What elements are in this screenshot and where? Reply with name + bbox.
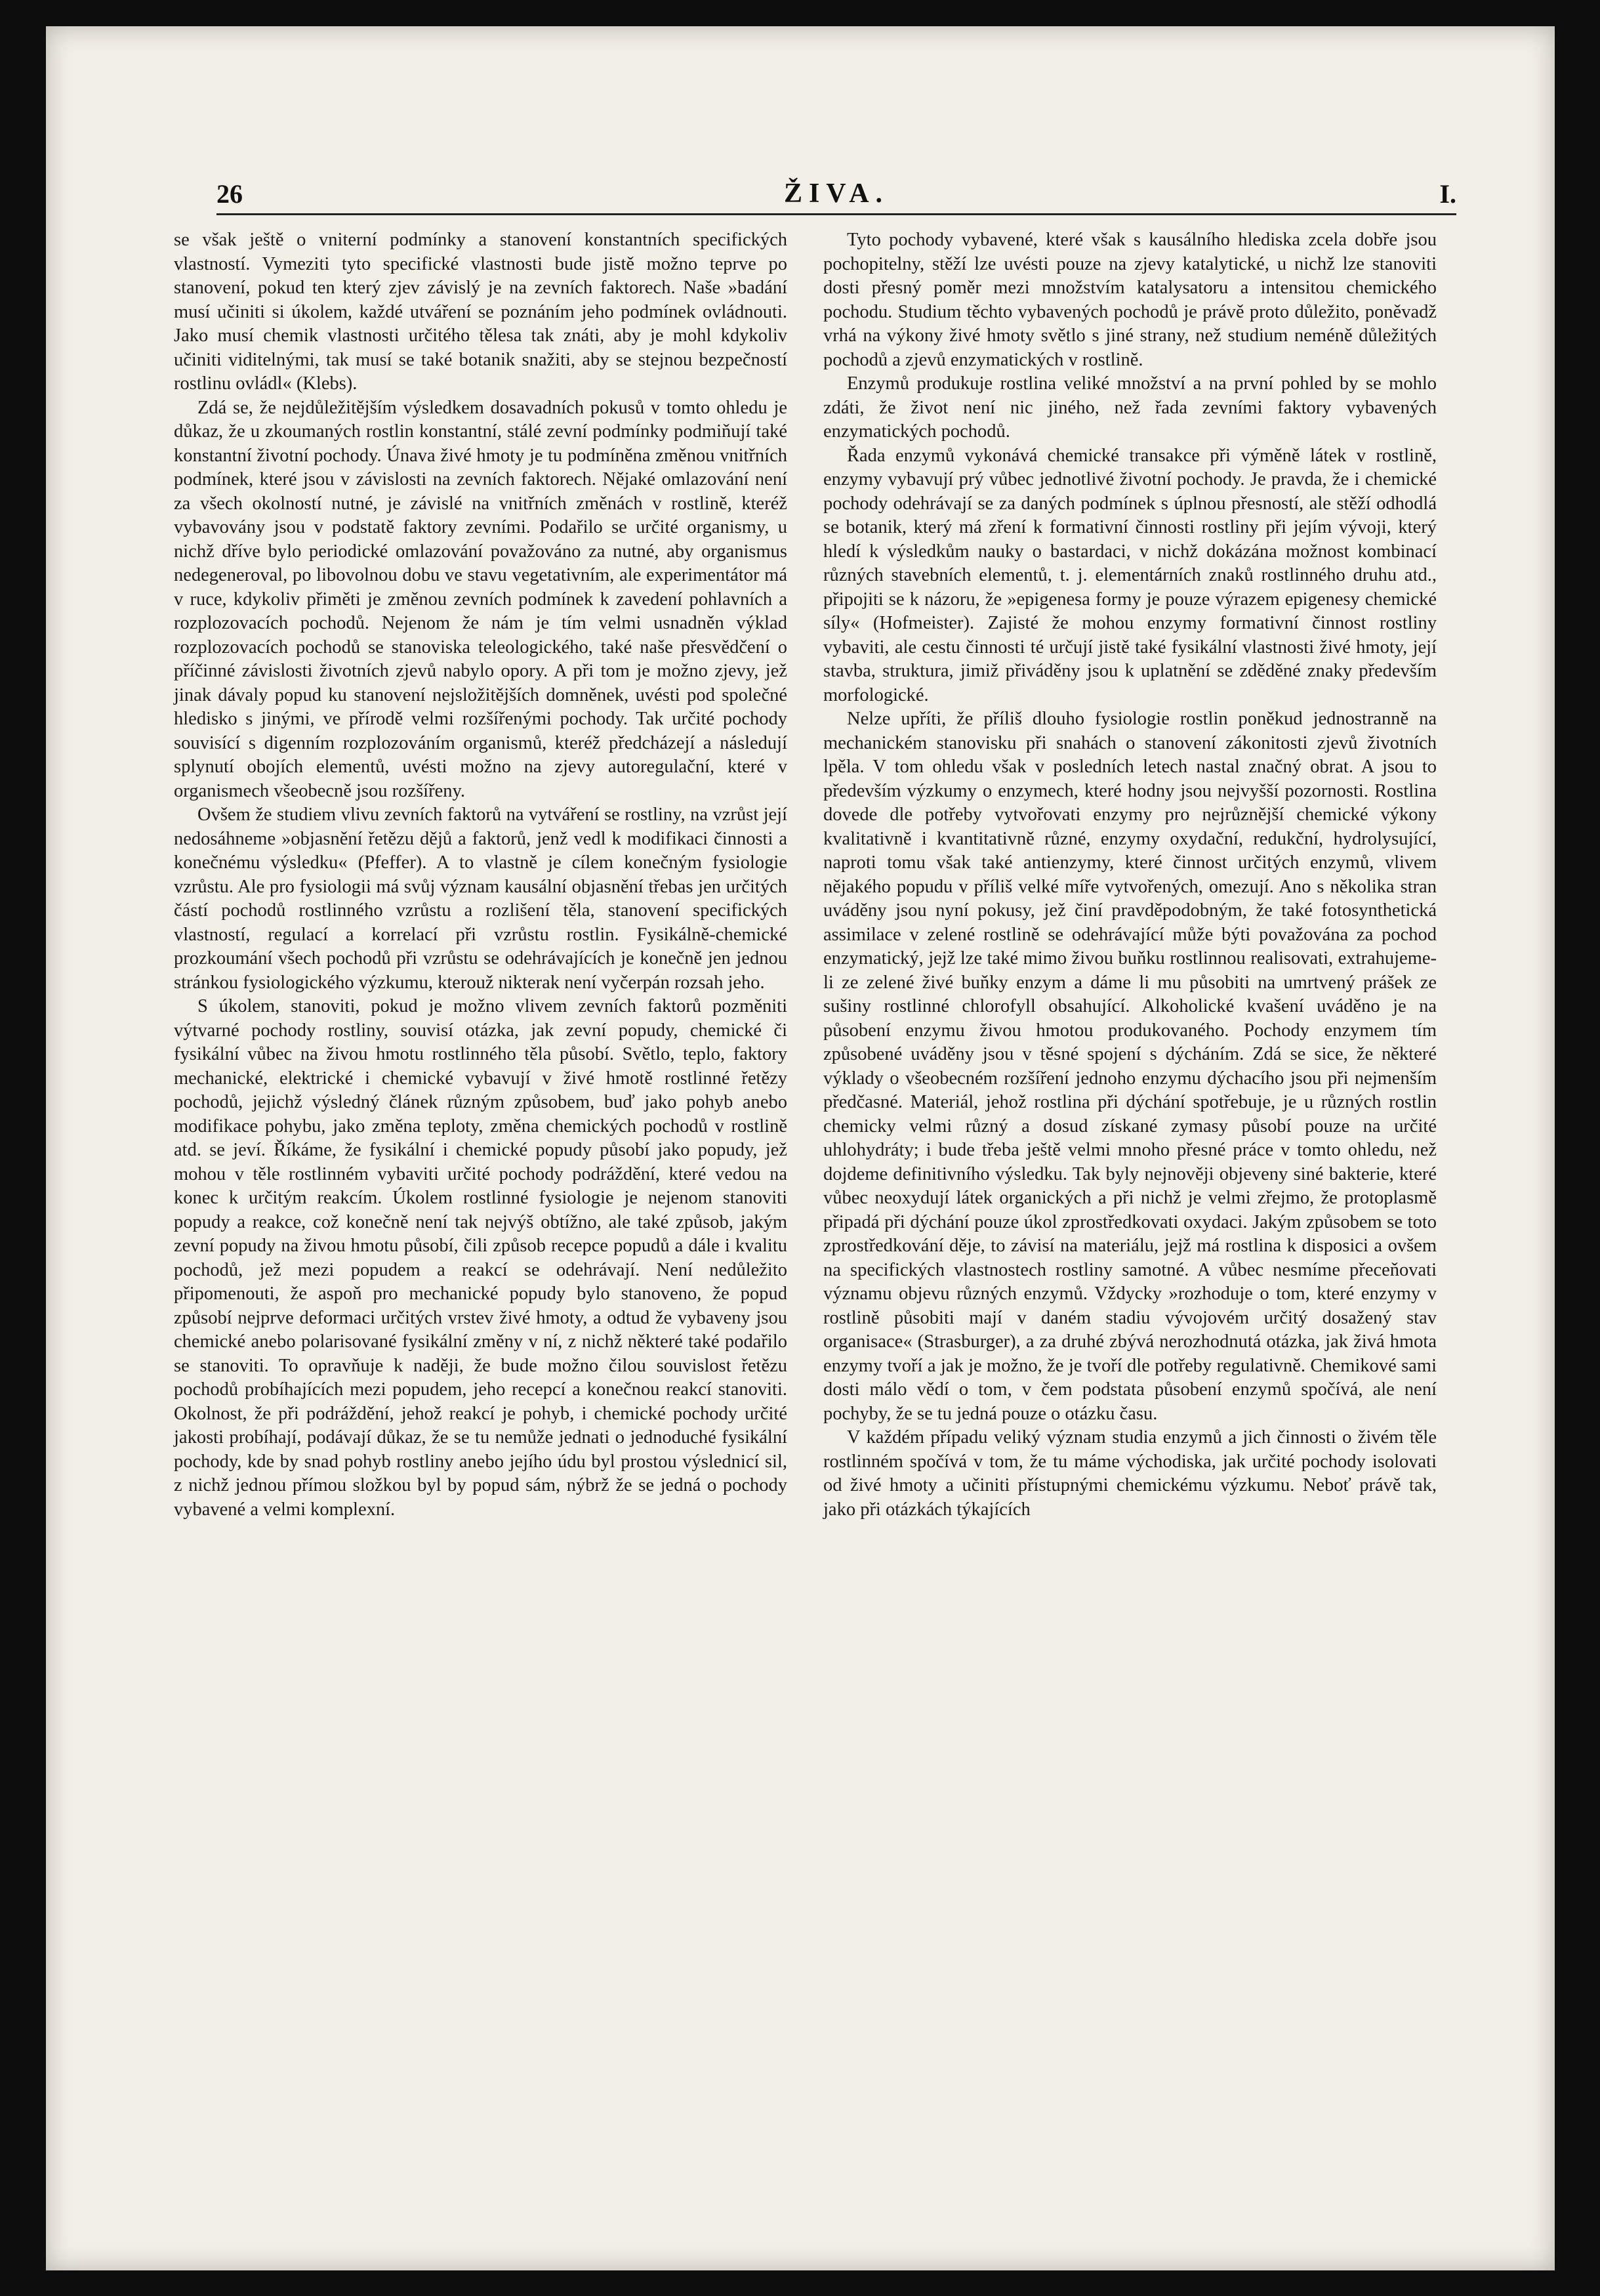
page-number: 26	[216, 179, 243, 209]
paragraph: se však ještě o vniterní podmínky a stanovení konstantních specifických vlastností. Vymeziti tyto specifické vlastnosti bude jistě možno teprve po stanovení, pokud ten který zjev závislý je na zevních faktorech. Naše »badání musí učiniti si úkolem, každé utváření se poznáním jeho podmínek ovládnouti. Jako musí chemik vlastnosti určitého tělesa tak znáti, aby je mohl kdykoliv učiniti viditelnými, tak musí se také botanik snažiti, aby se stejnou bezpečností rostlinu ovládl« (Klebs).	[174, 230, 787, 394]
journal-title: ŽIVA.	[783, 178, 890, 209]
paragraph: Zdá se, že nejdůležitějším výsledkem dosavadních pokusů v tomto ohledu je důkaz, že u zkoumaných rostlin konstantní, stálé zevní podmínky podmiňují také konstantní životní pochody. Únava živé hmoty je tu podmíněna změnou vnitřních podmínek, které jsou v závislosti na zevních faktorech. Nějaké omlazování není za všech okolností nutné, je závislé na vnitřních změnách v rostlině, kteréž vybavovány jsou v podstatě faktory zevními. Podařilo se určité organismy, u nichž dříve bylo periodické omlazování považováno za nutné, aby organismus nedegeneroval, po libovolnou dobu ve stavu vegetativním, ale experimentátor má v ruce, kdykoliv přiměti je změnou zevních podmínek k zavedení pohlavních a rozplozovacích pochodů. Nejenom že nám je tím velmi usnadněn výklad rozplozovacích pochodů se stanoviska teleologického, také naše přesvědčení o příčinné závislosti životních zjevů nabylo opory. A při tom je možno zjevy, jež jinak dávaly popud ku stanovení nejsložitějších domněnek, uvésti pod společné hledisko s jinými, ve přírodě velmi rozšířenými pochody. Tak určité pochody souvisící s digenním rozplozováním organismů, kteréž předcházejí a následují splynutí obojích elementů, uvésti možno na zjevy autoregulační, které v organismech všeobecně jsou rozšířeny.	[174, 397, 787, 801]
page-header	[216, 174, 1456, 215]
paragraph: Tyto pochody vybavené, které však s kausálního hlediska zcela dobře jsou pochopitelny, stěží lze uvésti pouze na zjevy katalytické, u nichž lze stanoviti dosti přesný poměr mezi množstvím katalysatoru a intensitou chemického pochodu. Studium těchto vybavených pochodů je právě proto důležito, poněvadž vrhá na výkony živé hmoty světlo s jiné strany, než studium neméně důležitých pochodů a zjevů enzymatických v rostlině.	[823, 230, 1437, 370]
left-column	[174, 228, 787, 1522]
paragraph: Enzymů produkuje rostlina veliké množství a na první pohled by se mohlo zdáti, že život není nic jiného, než řada zevními faktory vybavených enzymatických pochodů.	[823, 373, 1437, 442]
volume-number: I.	[1439, 179, 1456, 209]
paragraph: Nelze upříti, že příliš dlouho fysiologie rostlin poněkud jednostranně na mechanickém stanovisku při snahách o stanovení zákonitosti zjevů životních lpěla. V tom ohledu však v posledních letech nastal značný obrat. A jsou to především výzkumy o enzymech, které hodny jsou nejvyšší pozornosti. Rostlina dovede dle potřeby vytvořovati enzymy pro nejrůznější chemické výkony kvalitativně i kvantitativně různé, enzymy oxydační, redukční, hydrolysující, naproti tomu však také antienzymy, které činnost určitých enzymů, vlivem nějakého popudu v příliš velké míře vytvořených, omezují. Ano s několika stran uváděny jsou nyní pokusy, jež činí pravděpodobným, že také fotosynthetická assimilace v zelené rostlině se odehrávající může býti považována za pochod enzymatický, jejž lze také mimo živou buňku rostlinnou realisovati, extrahujeme-li ze zelené živé buňky enzym a dáme li mu působiti na umrtvený prášek ze sušiny rostlinné chlorofyll obsahující. Alkoholické kvašení uváděno je na působení enzymu živou hmotou produkovaného. Pochody enzymem tím způsobené uváděny jsou v těsné spojení s dýcháním. Zdá se sice, že některé výklady o všeobecném rozšíření jednoho enzymu dýchacího jsou při nejmenším předčasné. Materiál, jehož rostlina při dýchání spotřebuje, je u různých rostlin chemicky velmi různý a dosud získané zymasy působí pouze na určité uhlohydráty; i bude třeba ještě velmi mnoho přesné práce v tomto ohledu, než dojdeme definitivního výsledku. Tak byly nejnověji objeveny siné bakterie, které vůbec neoxydují látek organických a při nichž je velmi zřejmo, že protoplasmě připadá při dýchání pouze úkol zprostředkovati oxydaci. Jakým způsobem se toto zprostředkování děje, to závisí na materiálu, jejž má rostlina k disposici a ovšem na specifických vlastnostech rostliny samotné. A vůbec nesmíme přeceňovati významu objevu různých enzymů. Vždycky »rozhoduje o tom, které enzymy v rostlině působiti mají v daném stadiu vývojovém určitý dosažený stav organisace« (Strasburger), a za druhé zbývá nerozhodnutá otázka, jak živá hmota enzymy tvoří a jak je možno, že je tvoří dle potřeby regulativně. Chemikové sami dosti málo vědí o tom, v čem podstata působení enzymů spočívá, ale není pochyby, že se tu jedná pouze o otázku času.	[823, 709, 1437, 1424]
right-column	[823, 228, 1437, 1522]
paragraph: Ovšem že studiem vlivu zevních faktorů na vytváření se rostliny, na vzrůst její nedosáhneme »objasnění řetězu dějů a faktorů, jenž vedl k modifikaci činnosti a konečnému výsledku« (Pfeffer). A to vlastně je cílem konečným fysiologie vzrůstu. Ale pro fysiologii má svůj význam kausální objasnění třebas jen určitých částí pochodů rostlinného vzrůstu a rozlišení těla, stanovení specifických vlastností, regulací a korrelací při vzrůstu rostlin. Fysikálně-chemické prozkoumání všech pochodů při vzrůstu se odehrávajících je konečně jen jednou stránkou fysiologického výzkumu, kterouž nikterak není vyčerpán rozsah jeho.	[174, 804, 787, 993]
paragraph: Řada enzymů vykonává chemické transakce při výměně látek v rostlině, enzymy vybavují prý vůbec jednotlivé životní pochody. Je pravda, že i chemické pochody odehrávají se za daných podmínek s úplnou přesností, ale stěží odhodlá se botanik, který má zření k formativní činnosti rostliny při jejím vývoji, který hledí k výsledkům nauky o bastardaci, v nichž dokázána možnost kombinací různých stavebních elementů, t. j. elementárních znaků rostlinného druhu atd., připojiti se k názoru, že »epigenesa formy je pouze výrazem epigenesy chemické síly« (Hofmeister). Zajisté že mohou enzymy formativní činnost rostliny vybaviti, ale cestu činnosti té určují jistě také fysikální vlastnosti živé hmoty, její stavba, struktura, jimiž přiváděny jsou k uplatnění se zděděné znaky především morfologické.	[823, 445, 1437, 705]
paragraph: S úkolem, stanoviti, pokud je možno vlivem zevních faktorů pozměniti výtvarné pochody rostliny, souvisí otázka, jak zevní popudy, chemické či fysikální vůbec na živou hmotu rostlinného těla působí. Světlo, teplo, faktory mechanické, elektrické i chemické vybavují v živé hmotě rostlinné řetězy pochodů, jejichž výsledný článek různým způsobem, buď jako pohyb anebo modifikace pohybu, jako změna teploty, změna chemických pochodů v rostlině atd. se jeví. Říkáme, že fysikální i chemické popudy působí jako popudy, jež mohou v těle rostlinném vybaviti určité pochody podráždění, které vedou na konec k určitým reakcím. Úkolem rostlinné fysiologie je nejenom stanoviti popudy a reakce, což konečně není tak nejvýš obtížno, ale také způsob, jakým zevní popudy na živou hmotu působí, čili způsob recepce popudů a dále i kvalitu pochodů, jež mezi popudem a reakcí se odehrávají. Není nedůležito připomenouti, že aspoň pro mechanické popudy bylo stanoveno, že popud způsobí nejprve deformaci určitých vrstev živé hmoty, a odtud že vybaveny jsou chemické anebo polarisované fysikální změny v ní, z nichž některé také podařilo se stanoviti. To opravňuje k naději, že bude možno čilou souvislost řetězu pochodů probíhajících mezi popudem, jeho recepcí a konečnou reakcí stanoviti. Okolnost, že při podráždění, jehož reakcí je pohyb, i chemické pochody určité jakosti probíhají, podávají důkaz, že se tu nemůže jednati o jednoduché fysikální pochody, kde by snad pohyb rostliny anebo jejího údu byl prostou výslednicí sil, z nichž jednou přímou složkou byl by popud sám, nýbrž že se jedná o pochody vybavené a velmi komplexní.	[174, 996, 787, 1520]
paragraph: V každém případu veliký význam studia enzymů a jich činnosti o živém těle rostlinném spočívá v tom, že tu máme východiska, jak určité pochody isolovati od živé hmoty a učiniti přístupnými chemickému výzkumu. Neboť právě tak, jako při otázkách týkajících	[823, 1427, 1437, 1520]
